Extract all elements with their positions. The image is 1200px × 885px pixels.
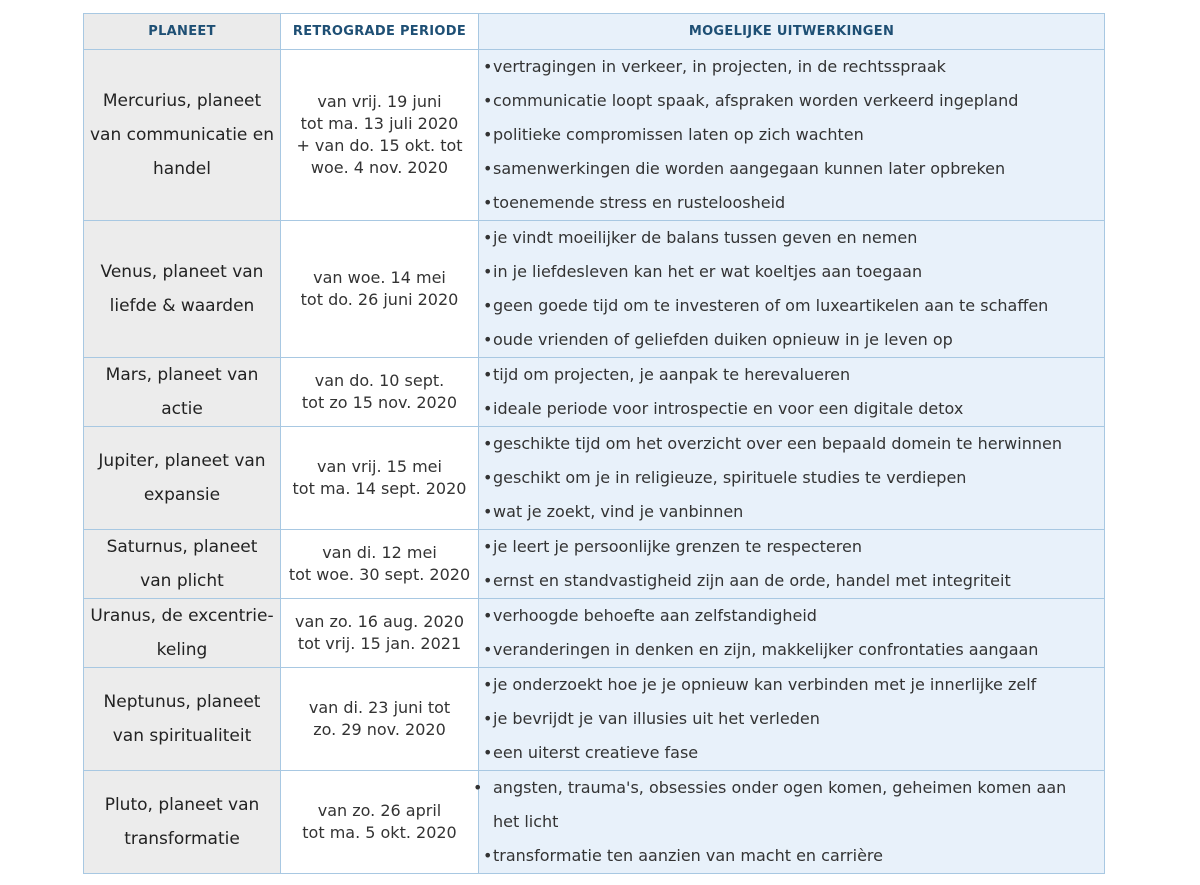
period-cell (281, 771, 479, 874)
bullet-icon: • (483, 743, 493, 762)
bullet-icon: • (483, 57, 493, 76)
bullet-icon: • (483, 675, 493, 694)
bullet-icon: • (483, 468, 493, 487)
effect-text: communicatie loopt spaak, afspraken worden verkeerd ingepland (493, 91, 1019, 110)
effect-text: tijd om projecten, je aanpak te herevalueren (493, 365, 851, 384)
table-row (84, 427, 1105, 530)
effects-cell (479, 599, 1105, 668)
bullet-icon: • (483, 91, 493, 110)
table-row (84, 358, 1105, 427)
planet-name-line: handel (153, 159, 211, 179)
period-line: van zo. 26 april (317, 801, 442, 820)
planet-name-line: Mercurius, planeet (102, 91, 262, 111)
bullet-icon: • (473, 778, 483, 797)
bullet-icon: • (483, 193, 493, 212)
bullet-icon: • (483, 502, 493, 521)
effect-item (479, 50, 1104, 84)
effects-cell (479, 50, 1105, 221)
planet-name-line: liefde & waarden (109, 296, 255, 316)
effect-item (479, 289, 1104, 323)
bullet-icon: • (483, 709, 493, 728)
planet-cell (84, 358, 281, 427)
bullet-icon: • (483, 159, 493, 178)
effect-text: veranderingen in denken en zijn, makkelijker confrontaties aangaan (493, 640, 1039, 659)
period-line: van vrij. 19 juni (317, 92, 442, 111)
period-cell (281, 50, 479, 221)
effects-cell (479, 668, 1105, 771)
header-effects: MOGELIJKE UITWERKINGEN (479, 14, 1105, 50)
effects-cell (479, 358, 1105, 427)
effect-item (479, 427, 1104, 461)
effect-item (479, 186, 1104, 220)
effect-item (479, 668, 1104, 702)
period-line: tot do. 26 juni 2020 (300, 290, 459, 309)
planet-name-line: Venus, planeet van (100, 262, 264, 282)
header-period: RETROGRADE PERIODE (281, 14, 479, 50)
period-cell (281, 599, 479, 668)
effect-text: je leert je persoonlijke grenzen te respecteren (493, 537, 862, 556)
bullet-icon: • (483, 537, 493, 556)
effect-item (479, 392, 1104, 426)
effect-text: angsten, trauma's, obsessies onder ogen komen, geheimen komen aan het licht (493, 778, 1067, 831)
period-line: van vrij. 15 mei (317, 457, 442, 476)
effect-text: transformatie ten aanzien van macht en carrière (493, 846, 883, 865)
bullet-icon: • (483, 399, 493, 418)
table-row (84, 599, 1105, 668)
bullet-icon: • (483, 296, 493, 315)
retrograde-table (83, 13, 1105, 874)
period-cell (281, 530, 479, 599)
planet-name-line: actie (161, 399, 203, 419)
planet-name-line: transformatie (124, 829, 240, 849)
effect-text: geschikte tijd om het overzicht over een bepaald domein te herwinnen (493, 434, 1062, 453)
planet-cell (84, 530, 281, 599)
effect-item (479, 152, 1104, 186)
effect-item (479, 564, 1104, 598)
effect-text: oude vrienden of geliefden duiken opnieuw in je leven op (493, 330, 953, 349)
effects-cell (479, 221, 1105, 358)
period-line: tot ma. 5 okt. 2020 (302, 823, 457, 842)
period-line: van woe. 14 mei (313, 268, 446, 287)
effect-item (479, 323, 1104, 357)
table-row (84, 668, 1105, 771)
planet-cell (84, 50, 281, 221)
effect-text: ernst en standvastigheid zijn aan de orde, handel met integriteit (493, 571, 1011, 590)
effect-text: wat je zoekt, vind je vanbinnen (493, 502, 744, 521)
table-row (84, 771, 1105, 874)
effects-cell (479, 427, 1105, 530)
effect-item (473, 771, 1104, 839)
period-cell (281, 668, 479, 771)
period-line: zo. 29 nov. 2020 (313, 720, 446, 739)
planet-cell (84, 427, 281, 530)
planet-name-line: Jupiter, planeet van (98, 451, 266, 471)
effect-item (479, 255, 1104, 289)
planet-name-line: Mars, planeet van (105, 365, 259, 385)
effect-text: je bevrijdt je van illusies uit het verleden (493, 709, 820, 728)
planet-name-line: Saturnus, planeet (106, 537, 258, 557)
effect-text: ideale periode voor introspectie en voor een digitale detox (493, 399, 964, 418)
table-body (84, 50, 1105, 874)
effect-text: een uiterst creatieve fase (493, 743, 699, 762)
table-row (84, 530, 1105, 599)
effect-text: vertragingen in verkeer, in projecten, in de rechtsspraak (493, 57, 946, 76)
period-line: tot vrij. 15 jan. 2021 (297, 634, 462, 653)
period-line: tot zo 15 nov. 2020 (301, 393, 458, 412)
period-line: + van do. 15 okt. tot (296, 136, 463, 155)
period-line: tot ma. 14 sept. 2020 (292, 479, 467, 498)
period-cell (281, 221, 479, 358)
effect-item (479, 495, 1104, 529)
effect-item (479, 599, 1104, 633)
period-line: tot woe. 30 sept. 2020 (288, 565, 471, 584)
table-row (84, 221, 1105, 358)
effect-item (479, 358, 1104, 392)
bullet-icon: • (483, 640, 493, 659)
effects-cell (479, 530, 1105, 599)
period-line: woe. 4 nov. 2020 (310, 158, 449, 177)
header-planet: PLANEET (84, 14, 281, 50)
effect-item (479, 839, 1104, 873)
effect-item (479, 530, 1104, 564)
bullet-icon: • (483, 365, 493, 384)
bullet-icon: • (483, 606, 493, 625)
planet-cell (84, 668, 281, 771)
planet-cell (84, 221, 281, 358)
planet-name-line: Neptunus, planeet (103, 692, 261, 712)
planet-name-line: keling (156, 640, 208, 660)
effect-text: geschikt om je in religieuze, spirituele studies te verdiepen (493, 468, 967, 487)
planet-name-line: van plicht (140, 571, 224, 591)
bullet-icon: • (483, 262, 493, 281)
bullet-icon: • (483, 846, 493, 865)
period-line: van do. 10 sept. (314, 371, 445, 390)
period-line: tot ma. 13 juli 2020 (300, 114, 459, 133)
effect-item (479, 736, 1104, 770)
planet-name-line: Pluto, planeet van (104, 795, 260, 815)
effect-item (479, 461, 1104, 495)
effect-item (479, 118, 1104, 152)
effect-text: verhoogde behoefte aan zelfstandigheid (493, 606, 817, 625)
period-cell (281, 427, 479, 530)
planet-cell (84, 771, 281, 874)
effect-item (479, 702, 1104, 736)
bullet-icon: • (483, 330, 493, 349)
effect-text: geen goede tijd om te investeren of om luxeartikelen aan te schaffen (493, 296, 1049, 315)
table-row (84, 50, 1105, 221)
effect-item (479, 221, 1104, 255)
period-line: van zo. 16 aug. 2020 (294, 612, 464, 631)
effects-cell (473, 771, 1105, 874)
period-line: van di. 23 juni tot (308, 698, 451, 717)
planet-name-line: van communicatie en (89, 125, 275, 145)
period-cell (281, 358, 479, 427)
effect-text: je onderzoekt hoe je je opnieuw kan verbinden met je innerlijke zelf (493, 675, 1037, 694)
effect-text: toenemende stress en rusteloosheid (493, 193, 786, 212)
effect-text: in je liefdesleven kan het er wat koeltjes aan toegaan (493, 262, 923, 281)
effect-item (479, 84, 1104, 118)
planet-name-line: expansie (143, 485, 221, 505)
planet-cell (84, 599, 281, 668)
effect-item (479, 633, 1104, 667)
table-header (84, 14, 1105, 50)
bullet-icon: • (483, 571, 493, 590)
bullet-icon: • (483, 434, 493, 453)
planet-name-line: Uranus, de excentrie- (90, 606, 274, 626)
bullet-icon: • (483, 125, 493, 144)
effect-text: samenwerkingen die worden aangegaan kunnen later opbreken (493, 159, 1006, 178)
period-line: van di. 12 mei (322, 543, 437, 562)
effect-text: politieke compromissen laten op zich wachten (493, 125, 864, 144)
planet-name-line: van spiritualiteit (112, 726, 252, 746)
effect-text: je vindt moeilijker de balans tussen geven en nemen (493, 228, 918, 247)
bullet-icon: • (483, 228, 493, 247)
